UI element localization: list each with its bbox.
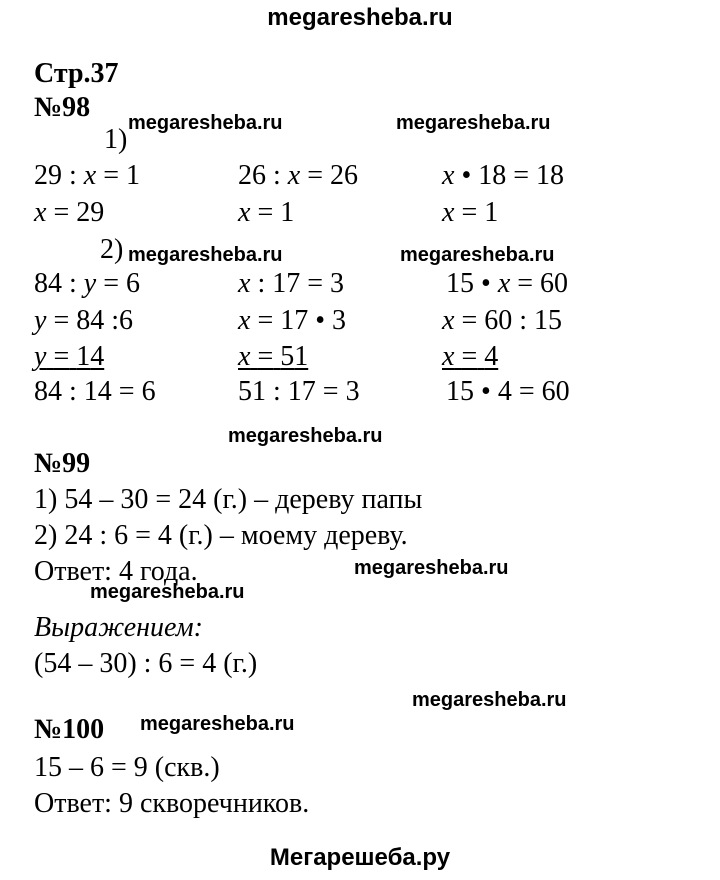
answer: Ответ: 9 скворечников. xyxy=(34,788,310,819)
inline-watermark: megaresheba.ru xyxy=(396,112,551,134)
equation: x = 1 xyxy=(238,197,295,228)
equation: 15 • x = 60 xyxy=(446,268,569,299)
equation: x = 17 • 3 xyxy=(238,305,347,336)
inline-watermark: megaresheba.ru xyxy=(400,244,555,266)
task-98-part2-label: 2) xyxy=(100,234,124,265)
task-98-part1-label: 1) xyxy=(104,124,128,155)
answer: Ответ: 4 года. xyxy=(34,556,198,587)
equation-result: y = 14 xyxy=(34,341,105,372)
inline-watermark: megaresheba.ru xyxy=(90,581,245,603)
inline-watermark: megaresheba.ru xyxy=(128,112,283,134)
task-98-title: №98 xyxy=(34,92,91,123)
inline-watermark: megaresheba.ru xyxy=(140,713,295,735)
expression: (54 – 30) : 6 = 4 (г.) xyxy=(34,648,258,679)
equation-result: x = 4 xyxy=(442,341,499,372)
task-99-title: №99 xyxy=(34,448,91,479)
inline-watermark: megaresheba.ru xyxy=(412,689,567,711)
equation: x = 29 xyxy=(34,197,105,228)
top-watermark: megaresheba.ru xyxy=(267,4,453,31)
equation-result: x = 51 xyxy=(238,341,309,372)
equation: x : 17 = 3 xyxy=(238,268,345,299)
equation: y = 84 :6 xyxy=(34,305,134,336)
page-label: Стр.37 xyxy=(34,58,119,89)
equation: x = 60 : 15 xyxy=(442,305,563,336)
inline-watermark: megaresheba.ru xyxy=(354,557,509,579)
task-100-title: №100 xyxy=(34,714,105,745)
equation-check: 51 : 17 = 3 xyxy=(238,376,360,407)
inline-watermark: megaresheba.ru xyxy=(228,425,383,447)
equation: x = 1 xyxy=(442,197,499,228)
equation: x • 18 = 18 xyxy=(442,160,565,191)
expression-label: Выражением: xyxy=(34,612,203,643)
equation-check: 15 • 4 = 60 xyxy=(446,376,570,407)
solution-step: 1) 54 – 30 = 24 (г.) – дереву папы xyxy=(34,484,423,515)
equation: 29 : x = 1 xyxy=(34,160,141,191)
equation: 84 : y = 6 xyxy=(34,268,141,299)
inline-watermark: megaresheba.ru xyxy=(128,244,283,266)
solution-step: 2) 24 : 6 = 4 (г.) – моему дереву. xyxy=(34,520,408,551)
equation-check: 84 : 14 = 6 xyxy=(34,376,156,407)
solution-step: 15 – 6 = 9 (скв.) xyxy=(34,752,220,783)
bottom-watermark: Мегарешеба.ру xyxy=(269,844,451,871)
equation: 26 : x = 26 xyxy=(238,160,359,191)
